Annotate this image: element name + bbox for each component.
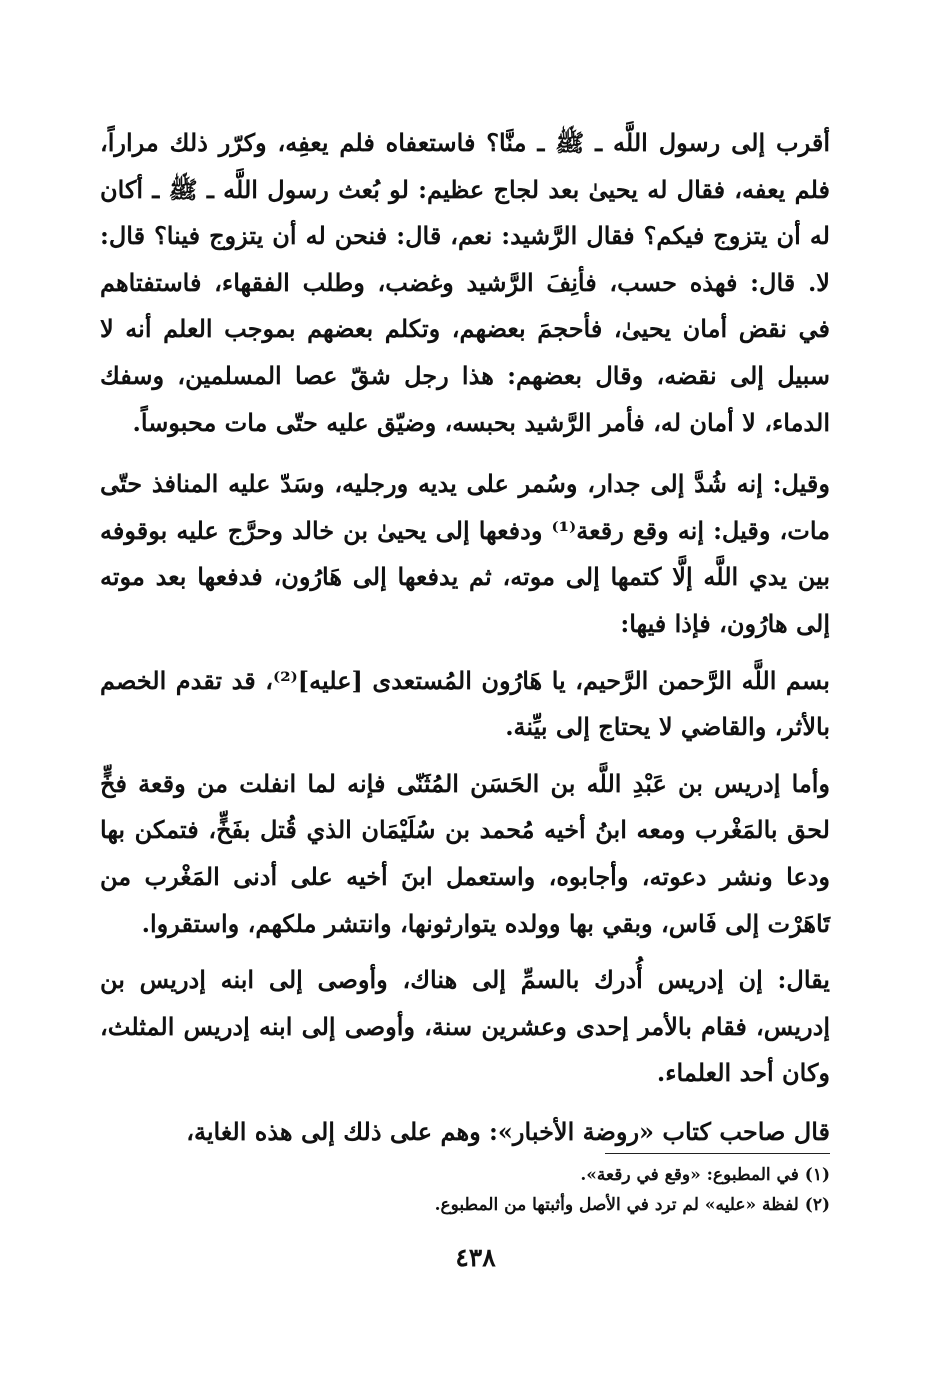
paragraph-3: بسم اللَّه الرَّحمن الرَّحيم، يا هَارُون المُستعدى [عليه]⁽²⁾، قد تقدم الخصم بالأثر، والقاضي لا يحتاج إلى بيِّنة.: [100, 665, 830, 742]
main-text: [100, 120, 830, 1155]
footnote-separator: [605, 1153, 830, 1154]
page-number: ٤٣٨: [455, 1243, 496, 1272]
paragraph-2: وقيل: إنه شُدَّ إلى جدار، وسُمر على يديه ورجليه، وسَدّ عليه المنافذ حتّى مات، وقيل: إنه وقع رقعة⁽¹⁾ ودفعها إلى يحيىٰ بن خالد وحرَّج عليه بوقوفه بين يدي اللَّه إلَّا كتمها إلى موته، ثم يدفعها إلى هَارُون، فدفعها بعد موته إلى هارُون، فإذا فيها:: [100, 469, 830, 638]
footnote-2: (٢) لفظة «عليه» لم ترد في الأصل وأثبتها من المطبوع.: [434, 1195, 830, 1215]
footnotes: [230, 1160, 830, 1220]
paragraph-1: أقرب إلى رسول اللَّه ـ ﷺ ـ منَّا؟ فاستعفاه فلم يعفِه، وكرّر ذلك مراراً، فلم يعفه، فقال له يحيىٰ بعد لجاج عظيم: لو بُعث رسول اللَّه ـ ﷺ ـ أكان له أن يتزوج فيكم؟ فقال الرَّشيد: نعم، قال: فنحن له أن يتزوج فينا؟ قال: لا. قال: فهذه حسب، فأنِفَ الرَّشيد وغضب، وطلب الفقهاء، فاستفتاهم في نقض أمان يحيىٰ، فأحجمَ بعضهم، وتكلم بعضهم بموجب العلم أنه لا سبيل إلى نقضه، وقال بعضهم: هذا رجل شقّ عصا المسلمين، وسفك الدماء، لا أمان له، فأمر الرَّشيد بحبسه، وضيّق عليه حتّى مات محبوساً.: [100, 128, 830, 437]
paragraph-5: يقال: إن إدريس أُدرك بالسمِّ إلى هناك، وأوصى إلى ابنه إدريس بن إدريس، فقام بالأمر إحدى وعشرين سنة، وأوصى إلى ابنه إدريس المثلث، وكان أحد العلماء.: [100, 965, 830, 1088]
paragraph-6: قال صاحب كتاب «روضة الأخبار»: وهم على ذلك إلى هذه الغاية،: [186, 1116, 830, 1146]
footnote-1: (١) في المطبوع: «وقع في رقعة».: [580, 1165, 830, 1185]
paragraph-4: وأما إدريس بن عَبْدِ اللَّه بن الحَسَن المُثَنّى فإنه لما انفلت من وقعة فخٍّ لحق بالمَغْرب ومعه ابنُ أخيه مُحمد بن سُلَيْمَان الذي قُتل بفَخٍّ، فتمكن بها ودعا ونشر دعوته، وأجابوه، واستعمل ابنَ أخيه على أدنى المَغْرب من تَاهَرْت إلى فَاس، وبقي بها وولده يتوارثونها، وانتشر ملكهم، واستقروا.: [100, 768, 830, 938]
